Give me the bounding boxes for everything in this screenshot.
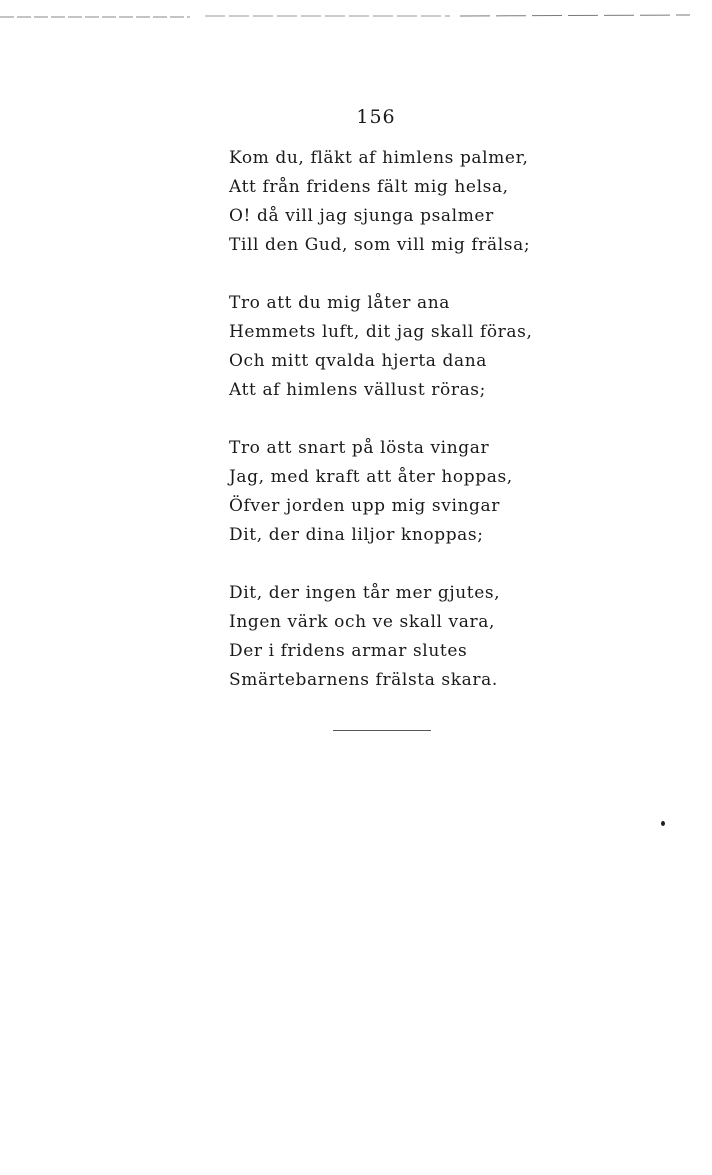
end-of-poem-rule [333,730,431,731]
poem [229,144,569,695]
stanza-1 [229,144,569,260]
poem-line: O! då vill jag sjunga psalmer [229,206,494,226]
poem-line: Att från fridens fält mig helsa, [229,177,509,197]
stanza-2 [229,289,569,405]
poem-line: Öfver jorden upp mig svingar [229,496,500,516]
poem-line: Der i fridens armar slutes [229,641,468,661]
poem-line: Att af himlens vällust röras; [229,380,486,400]
page-number: 156 [356,106,396,128]
poem-line: Kom du, fläkt af himlens palmer, [229,148,529,168]
poem-line: Och mitt qvalda hjerta dana [229,351,487,371]
poem-line: Dit, der dina liljor knoppas; [229,525,484,545]
poem-line: Tro att snart på lösta vingar [229,438,490,458]
stanza-3 [229,434,569,550]
poem-line: Hemmets luft, dit jag skall föras, [229,322,533,342]
poem-line: Jag, med kraft att åter hoppas, [229,467,513,487]
stanza-4 [229,579,569,695]
poem-line: Smärtebarnens frälsta skara. [229,670,498,690]
poem-line: Ingen värk och ve skall vara, [229,612,495,632]
ink-speck [661,821,665,826]
poem-line: Till den Gud, som vill mig frälsa; [229,235,531,255]
poem-line: Dit, der ingen tår mer gjutes, [229,583,501,603]
poem-line: Tro att du mig låter ana [229,293,450,313]
top-edge-rule [0,8,712,20]
